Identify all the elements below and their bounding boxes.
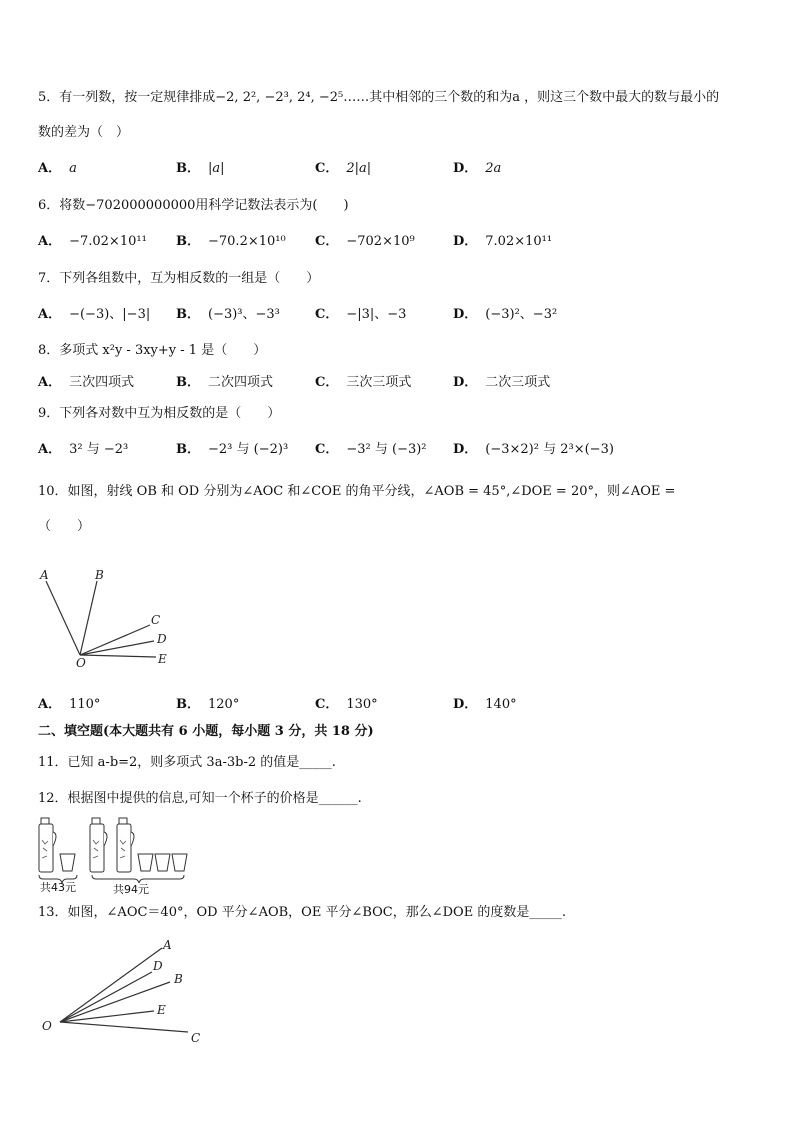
option-b: B． −70.2×10¹⁰ <box>176 234 286 249</box>
option-b: B． 120° <box>176 697 240 712</box>
option-a: A． 三次四项式 <box>38 375 135 390</box>
ray-oe <box>80 655 156 657</box>
option-a: A． −(−3)、|−3| <box>38 307 151 322</box>
label-o: O <box>76 656 86 670</box>
thermos-cap <box>92 818 100 824</box>
label-b: B <box>95 568 104 582</box>
option-d: D． 7.02×10¹¹ <box>453 234 553 249</box>
question-11-stem: 11．已知 a-b=2，则多项式 3a-3b-2 的值是_____. <box>38 755 336 770</box>
question-5-stem-cont: 数的差为（ ） <box>38 125 130 140</box>
label-e: E <box>157 1003 166 1017</box>
cup-icon <box>172 854 187 871</box>
section-heading: 二、填空题(本大题共有 6 小题，每小题 3 分，共 18 分) <box>38 724 374 739</box>
option-b: B． 二次四项式 <box>176 375 274 390</box>
question-5-stem: 5．有一列数，按一定规律排成−2, 2², −2³, 2⁴, −2⁵……其中相邻的三个数的和为a ，则这三个数中最大的数与最小的 <box>38 90 720 105</box>
option-d: D． (−3)²、−3² <box>453 307 558 322</box>
question-8-stem: 8．多项式 x²y - 3xy+y - 1 是（ ） <box>38 343 267 358</box>
option-c: C． −702×10⁹ <box>315 234 415 249</box>
cup-icon <box>138 854 153 871</box>
label-a: A <box>163 938 172 952</box>
option-a: A． a <box>38 161 77 176</box>
thermos-handle <box>131 832 134 846</box>
option-d: D． 140° <box>453 697 517 712</box>
thermos-icon <box>90 824 104 872</box>
thermos-handle <box>53 832 56 846</box>
option-d: D． (−3×2)² 与 2³×(−3) <box>453 442 614 457</box>
question-6-stem: 6．将数−702000000000用科学记数法表示为( ) <box>38 198 349 213</box>
label-b: B <box>174 972 183 986</box>
ray-oa <box>46 581 80 655</box>
question-9-stem: 9．下列各对数中互为相反数的是（ ） <box>38 406 281 421</box>
thermos-icon <box>117 824 131 872</box>
option-c: C． −|3|、−3 <box>315 307 407 322</box>
label-d: D <box>153 959 163 973</box>
label-a: A <box>40 568 49 582</box>
label-c: C <box>191 1031 201 1045</box>
question-10-stem: 10．如图，射线 OB 和 OD 分别为∠AOC 和∠COE 的角平分线，∠AOB = 45°,∠DOE = 20°，则∠AOE = <box>38 484 676 499</box>
angle-figure-q10 <box>30 565 190 675</box>
question-13-stem: 13．如图，∠AOC＝40°，OD 平分∠AOB，OE 平分∠BOC，那么∠DOE 的度数是_____. <box>38 905 566 920</box>
ray-ob <box>80 581 97 655</box>
option-a: A． 110° <box>38 697 101 712</box>
option-c: C． −3² 与 (−3)² <box>315 442 427 457</box>
caption-right: 共94元 <box>113 883 149 896</box>
label-e: E <box>158 652 167 666</box>
option-c: C． 130° <box>315 697 378 712</box>
option-a: A． 3² 与 −2³ <box>38 442 129 457</box>
option-b: B． |a| <box>176 161 225 176</box>
option-d: D． 2a <box>453 161 502 176</box>
question-12-stem: 12．根据图中提供的信息,可知一个杯子的价格是______. <box>38 791 362 806</box>
thermos-handle <box>104 832 107 846</box>
cup-icon <box>155 854 170 871</box>
ray-oc <box>80 625 150 655</box>
option-b: B． −2³ 与 (−2)³ <box>176 442 289 457</box>
label-d: D <box>157 632 167 646</box>
ray-oa <box>60 948 162 1022</box>
option-c: C． 2|a| <box>315 161 372 176</box>
thermos-cap <box>119 818 127 824</box>
caption-left: 共43元 <box>40 881 76 894</box>
option-d: D． 二次三项式 <box>453 375 551 390</box>
angle-figure-q13 <box>36 934 216 1052</box>
ray-od <box>80 641 154 655</box>
label-c: C <box>151 613 161 627</box>
ray-oc <box>60 1022 188 1032</box>
ray-od <box>60 972 152 1022</box>
option-b: B． (−3)³、−3³ <box>176 307 280 322</box>
label-o: O <box>42 1019 52 1033</box>
option-a: A． −7.02×10¹¹ <box>38 234 147 249</box>
cup-icon <box>60 854 75 871</box>
question-7-stem: 7．下列各组数中，互为相反数的一组是（ ） <box>38 271 320 286</box>
option-c: C． 三次三项式 <box>315 375 412 390</box>
thermos-icon <box>39 824 53 872</box>
question-10-stem-cont: （ ） <box>38 519 91 534</box>
thermos-cap <box>41 818 49 824</box>
